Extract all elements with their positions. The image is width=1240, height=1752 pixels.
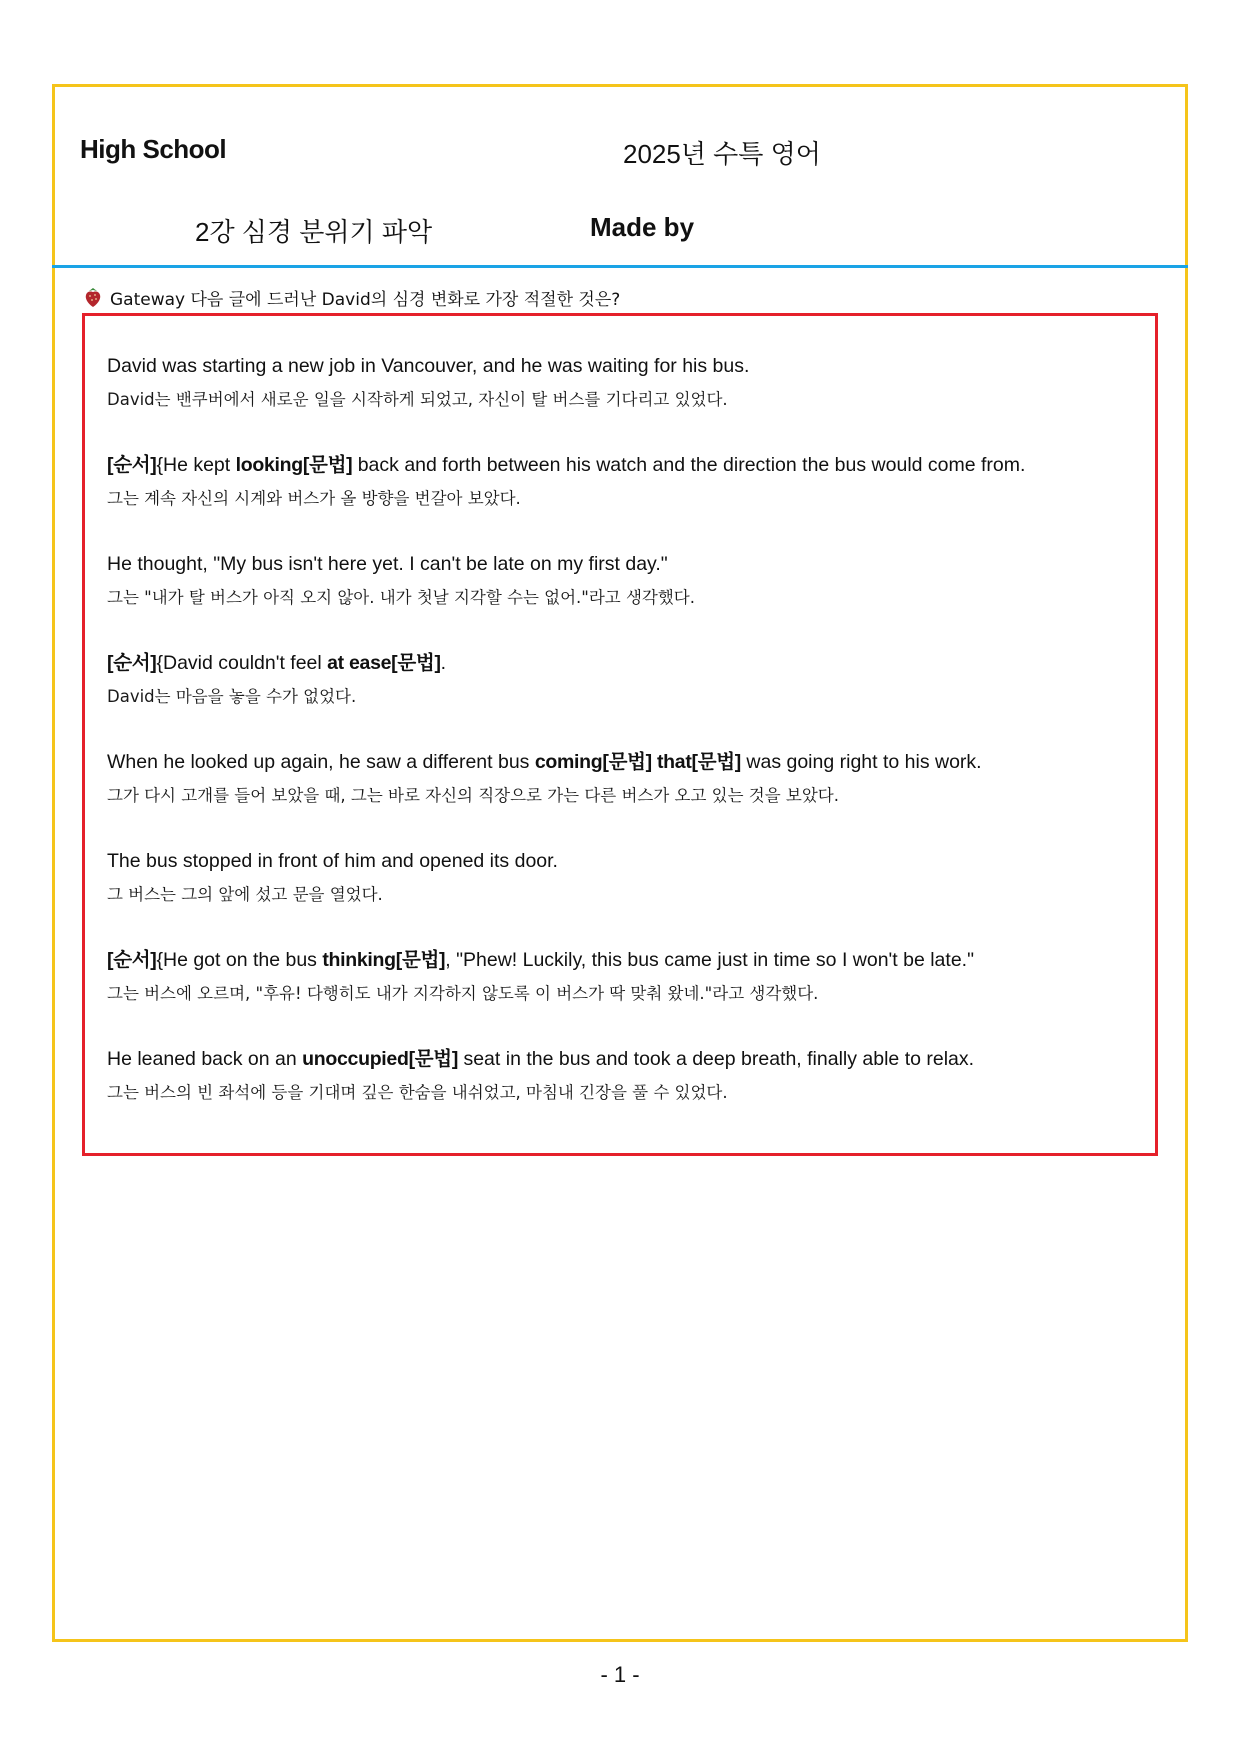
header-divider bbox=[52, 265, 1188, 268]
sentence-text: {He got on the bus bbox=[156, 949, 323, 971]
sentence-text: {He kept bbox=[156, 454, 236, 476]
sentence-text: . bbox=[440, 652, 447, 674]
page-number: - 1 - bbox=[600, 1662, 640, 1687]
question-text: Gateway 다음 글에 드러난 David의 심경 변화로 가장 적절한 것은? bbox=[110, 289, 621, 310]
korean-translation: 그는 버스에 오르며, "후유! 다행히도 내가 지각하지 않도록 이 버스가 딱 맞춰 왔네."라고 생각했다. bbox=[107, 984, 819, 1003]
sentence-text: back and forth between his watch and the direction the bus would come from. bbox=[352, 454, 1026, 476]
english-sentence bbox=[107, 845, 1147, 878]
sentence-text: When he looked up again, he saw a different bus bbox=[107, 751, 535, 773]
passage-paragraph bbox=[107, 845, 1147, 911]
english-sentence bbox=[107, 350, 1147, 383]
passage-paragraph bbox=[107, 548, 1147, 614]
highlighted-term: [순서] bbox=[107, 454, 157, 476]
english-sentence bbox=[107, 746, 1147, 779]
highlighted-term: [순서] bbox=[107, 652, 157, 674]
sentence-text: was going right to his work. bbox=[740, 751, 982, 773]
highlighted-term: at ease[문법] bbox=[327, 652, 441, 674]
korean-translation: David는 마음을 놓을 수가 없었다. bbox=[107, 687, 357, 706]
english-sentence bbox=[107, 1043, 1147, 1076]
english-sentence bbox=[107, 647, 1147, 680]
korean-translation: 그가 다시 고개를 들어 보았을 때, 그는 바로 자신의 직장으로 가는 다른 버스가 오고 있는 것을 보았다. bbox=[107, 786, 839, 805]
highlighted-term: unoccupied[문법] bbox=[302, 1048, 459, 1070]
passage-paragraph bbox=[107, 647, 1147, 713]
strawberry-icon bbox=[84, 286, 102, 308]
highlighted-term: thinking[문법] bbox=[322, 949, 446, 971]
sentence-text: seat in the bus and took a deep breath, finally able to relax. bbox=[458, 1048, 975, 1070]
passage bbox=[107, 350, 1147, 1142]
header-school: High School bbox=[80, 134, 227, 164]
highlighted-term: coming[문법] that[문법] bbox=[534, 751, 741, 773]
sentence-text: He thought, "My bus isn't here yet. I can't be late on my first day." bbox=[107, 553, 668, 575]
header-lesson: 2강 심경 분위기 파악 bbox=[195, 217, 433, 247]
korean-translation: David는 밴쿠버에서 새로운 일을 시작하게 되었고, 자신이 탈 버스를 기다리고 있었다. bbox=[107, 390, 728, 409]
korean-translation: 그는 버스의 빈 좌석에 등을 기대며 깊은 한숨을 내쉬었고, 마침내 긴장을 풀 수 있었다. bbox=[107, 1083, 728, 1102]
english-sentence bbox=[107, 449, 1147, 482]
passage-paragraph bbox=[107, 746, 1147, 812]
english-sentence bbox=[107, 944, 1147, 977]
sentence-text: The bus stopped in front of him and opened its door. bbox=[107, 850, 558, 872]
highlighted-term: [순서] bbox=[107, 949, 157, 971]
highlighted-term: looking[문법] bbox=[235, 454, 353, 476]
header-course: 2025년 수특 영어 bbox=[623, 139, 821, 169]
passage-paragraph bbox=[107, 350, 1147, 416]
sentence-text: , "Phew! Luckily, this bus came just in time so I won't be late." bbox=[445, 949, 975, 971]
korean-translation: 그는 "내가 탈 버스가 아직 오지 않아. 내가 첫날 지각할 수는 없어."라고 생각했다. bbox=[107, 588, 695, 607]
sentence-text: He leaned back on an bbox=[107, 1048, 303, 1070]
passage-paragraph bbox=[107, 944, 1147, 1010]
sentence-text: {David couldn't feel bbox=[156, 652, 328, 674]
korean-translation: 그는 계속 자신의 시계와 버스가 올 방향을 번갈아 보았다. bbox=[107, 489, 521, 508]
passage-paragraph bbox=[107, 1043, 1147, 1109]
korean-translation: 그 버스는 그의 앞에 섰고 문을 열었다. bbox=[107, 885, 383, 904]
question-prompt bbox=[84, 284, 620, 310]
english-sentence bbox=[107, 548, 1147, 581]
passage-paragraph bbox=[107, 449, 1147, 515]
header-made-by: Made by bbox=[590, 212, 695, 242]
sentence-text: David was starting a new job in Vancouver, and he was waiting for his bus. bbox=[107, 355, 750, 377]
